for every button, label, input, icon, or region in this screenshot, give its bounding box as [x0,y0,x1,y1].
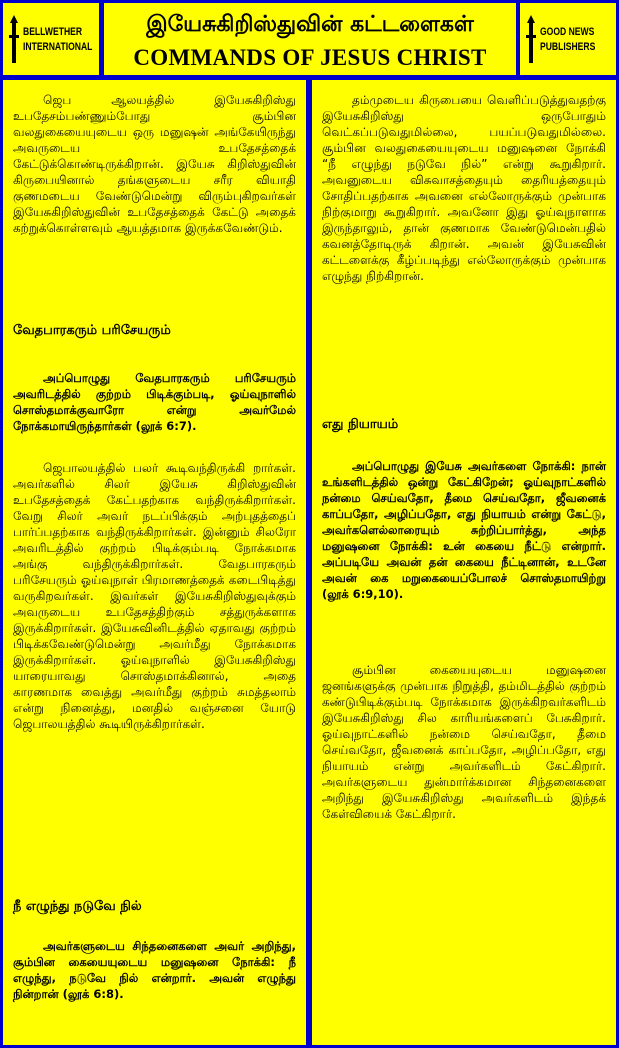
bellwether-logo-icon [9,15,19,63]
bellwether-logo [9,11,93,67]
good-news-logo-text [540,25,595,55]
good-news-logo [526,11,610,67]
section-heading-what-is-right: எது நியாயம் [322,417,399,432]
verse-luke-6-9-10: அப்பொழுது இயேசு அவர்களை நோக்கி: நான் உங்களிடத்தில் ஒன்று கேட்கிறேன்; ஓய்வுநாட்களில் நன்மை செய்வதோ, தீமை செய்வதோ, ஜீவனைக் காப்பதோ, அழிப்பதோ, எது நியாயம் என்று கேட்டு, அவர்களெல்லாரையும் சுற்றிப்பார்த்து, அந்த மனுஷனை நோக்கி: உன் கையை நீட்டு என்றார். அப்படியே அவன் தன் கையை நீட்டினான், உடனே அவன் கை மறுகையைப்போலச் சொஸ்தமாயிற்று (லூக் 6:9,10). [322,459,606,601]
section-heading-stand-up: நீ எழுந்து நடுவே நில் [13,899,142,914]
page-title-english: COMMANDS OF JESUS CHRIST [133,45,487,70]
logo-left-line1: BELLWETHER [23,26,83,38]
title-panel [104,3,516,75]
logo-left-line2: INTERNATIONAL [23,41,93,53]
section-heading-scribes: வேதபாரகரும் பரிசேயரும் [13,323,171,338]
left-column [3,80,306,1045]
grace-paragraph: தம்முடைய கிருபையை வெளிப்படுத்துவதற்கு இயேசுகிறிஸ்து ஒருபோதும் வெட்கப்படுவதுமில்லை, பயப்படுவதுமில்லை. சூம்பின வலதுகையையுடைய மனுஷனை நோக்கி “நீ எழுந்து நடுவே நில்” என்று கூறுகிறார். அவனுடைய விசுவாசத்தையும் தைரியத்தையும் சோதிப்பதற்காக அவனை எல்லோருக்கும் முன்பாக நிற்குமாறு கூறுகிறார். அவனோ இது ஓய்வுநாளாக இருந்தாலும், தான் குணமாக வேண்டுமென்பதில் கவனத்தோடிருக் கிறான். அவன் இயேசுவின் கட்டளைக்கு கீழ்ப்படிந்து எல்லோருக்கும் முன்பாக எழுந்து நிற்கிறான். [322,93,606,283]
logo-right-line2: PUBLISHERS [540,41,596,53]
right-column [312,80,616,1045]
question-paragraph: சூம்பின கையையுடைய மனுஷனை ஜனங்களுக்கு முன்பாக நிறுத்தி, தம்மிடத்தில் குற்றம் கண்டுபிடிக்கும்படி நோக்கமாக இருக்கிறவர்களிடம் இயேசுகிறிஸ்து சில காரியங்களைப் பேசுகிறார். ஓய்வுநாட்களில் நன்மை செய்வதோ, தீமை செய்வதோ, ஜீவனைக் காப்பதோ, அழிப்பதோ, எது நியாயம் என்று அவர்களிடம் கேட்கிறார். அவர்களுடைய துன்மார்க்கமான சிந்தனைகளை அறிந்து இயேசுகிறிஸ்து அவர்களிடம் இந்தக் கேள்வியைக் கேட்கிறார். [322,663,606,821]
verse-luke-6-7: அப்பொழுது வேதபாரகரும் பரிசேயரும் அவரிடத்தில் குற்றம் பிடிக்கும்படி, ஓய்வுநாளில் சொஸ்தமாக்குவாரோ என்று அவர்மேல் நோக்கமாயிருந்தார்கள் (லூக் 6:7). [13,371,296,433]
bellwether-logo-panel [3,3,99,75]
page-title-tamil: இயேசுகிறிஸ்துவின் கட்டளைகள் [146,12,474,37]
synagogue-paragraph: ஜெபாலயத்தில் பலர் கூடிவந்திருக்கி றார்கள். அவர்களில் சிலர் இயேசு கிறிஸ்துவின் உபதேசத்தைக் கேட்பதற்காக வந்திருக்கிறார்கள். வேறு சிலர் அவர் நடப்பிக்கும் அற்புதத்தைப் பார்ப்பதற்காக வந்திருக்கிறார்கள். இன்னும் சிலரோ அவரிடத்தில் குற்றம் பிடிக்கும்படி நோக்கமாக அங்கு வந்திருக்கிறார்கள். வேதபாரகரும் பரிசேயரும் ஓய்வுநாள் பிரமாணத்தைக் கடைபிடித்து வருகிறவர்கள். இவர்கள் இயேசுகிறிஸ்துவுக்கும் அவருடைய உபதேசத்திற்கும் சத்துருக்களாக இருக்கிறார்கள். இயேசுவினிடத்தில் ஏதாவது குற்றம் பிடிக்கவேண்டுமென்று அவர்மீது நோக்கமாக இருக்கிறார்கள். ஓய்வுநாளில் இயேசுகிறிஸ்து யாரையாவது சொஸ்தமாக்கினால், அதை காரணமாக வைத்து அவர்மீது குற்றம் சுமத்தலாம் என்று நினைத்து, மனதில் வஞ்சனை யோடு ஜெபாலயத்தில் கூடியிருக்கிறார்கள். [13,461,296,731]
bellwether-logo-text [23,25,92,55]
logo-right-line1: GOOD NEWS [540,26,595,38]
intro-paragraph: ஜெப ஆலயத்தில் இயேசுகிறிஸ்து உபதேசம்பண்ணும்போது சூம்பின வலதுகையையுடைய ஒரு மனுஷன் அங்கேயிருந்து அவருடைய உபதேசத்தைக் கேட்டுக்கொண்டிருக்கிறான். இயேசு கிறிஸ்துவின் கிருபையினால் தங்களுடைய சரீர வியாதி குணமடைய வேண்டுமென்று விரும்புகிறவர்கள் இயேசுகிறிஸ்துவின் உபதேசத்தைக் கேட்டு அதைக் கற்றுக்கொள்ளவும் ஆயத்தமாக இருக்கவேண்டும். [13,93,296,235]
good-news-logo-panel [520,3,616,75]
good-news-logo-icon [526,15,536,63]
verse-luke-6-8: அவர்களுடைய சிந்தனைகளை அவர் அறிந்து, சூம்பின கையையுடைய மனுஷனை நோக்கி: நீ எழுந்து, நடுவே நில் என்றார். அவன் எழுந்து நின்றான் (லூக் 6:8). [13,939,296,1001]
